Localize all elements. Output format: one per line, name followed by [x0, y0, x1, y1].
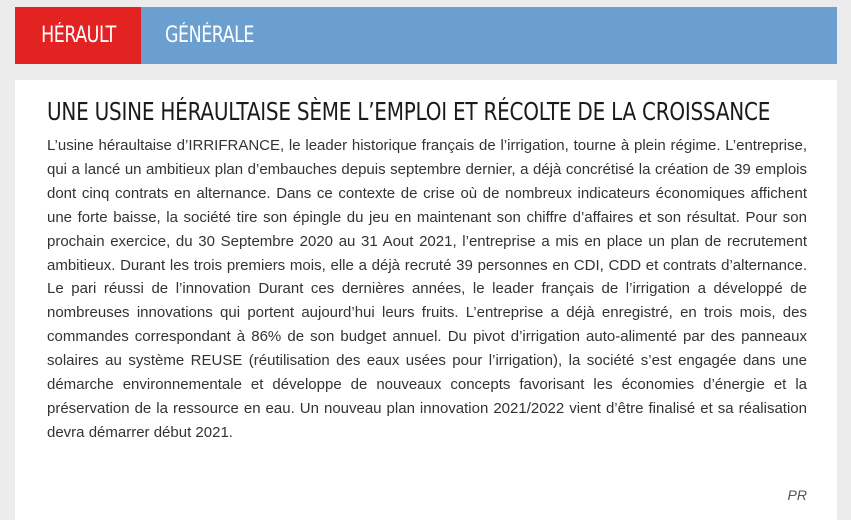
tab-generale[interactable] — [141, 7, 266, 64]
article-body: L’usine héraultaise d’IRRIFRANCE, le leader historique français de l’irrigation, tourne à plein régime. L’entreprise, qui a lancé un ambitieux plan d’embauches depuis septembre dernier, a déjà concrétisé la création de 39 emplois dont cinq contrats en alternance. Dans ce contexte de crise où de nombreux indicateurs économiques affichent une forte baisse, la société tire son épingle du jeu en maintenant son chiffre d’affaires et son résultat. Pour son prochain exercice, du 30 Septembre 2020 au 31 Aout 2021, l’entreprise a mis en place un plan de recrutement ambitieux. Durant les trois premiers mois, elle a déjà recruté 39 personnes en CDI, CDD et contrats d’alternance. Le pari réussi de l’innovation Durant ces dernières années, le leader français de l’irrigation a développé de nombreuses innovations qui portent aujourd’hui leurs fruits. L’entreprise a déjà enregistré, en trois mois, des commandes correspondant à 86% de son budget annuel. Du pivot d’irrigation auto-alimenté par des panneaux solaires au système REUSE (réutilisation des eaux usées pour l’irrigation), la société s’est engagée dans une démarche environnementale et développe de nouveaux concepts favorisant les économies d’énergie et la préservation de la ressource en eau. Un nouveau plan innovation 2021/2022 vient d’être finalisé et sa réalisation devra démarrer début 2021. — [47, 137, 807, 441]
tab-herault-label: HÉRAULT — [40, 23, 116, 48]
tab-herault[interactable] — [15, 7, 141, 64]
article-card — [15, 80, 837, 520]
tab-generale-label: GÉNÉRALE — [165, 23, 254, 48]
article-signature: PR — [787, 487, 807, 503]
article-title: UNE USINE HÉRAULTAISE SÈME L’EMPLOI ET RÉCOLTE DE LA CROISSANCE — [47, 97, 771, 126]
category-tab-bar — [15, 7, 837, 64]
